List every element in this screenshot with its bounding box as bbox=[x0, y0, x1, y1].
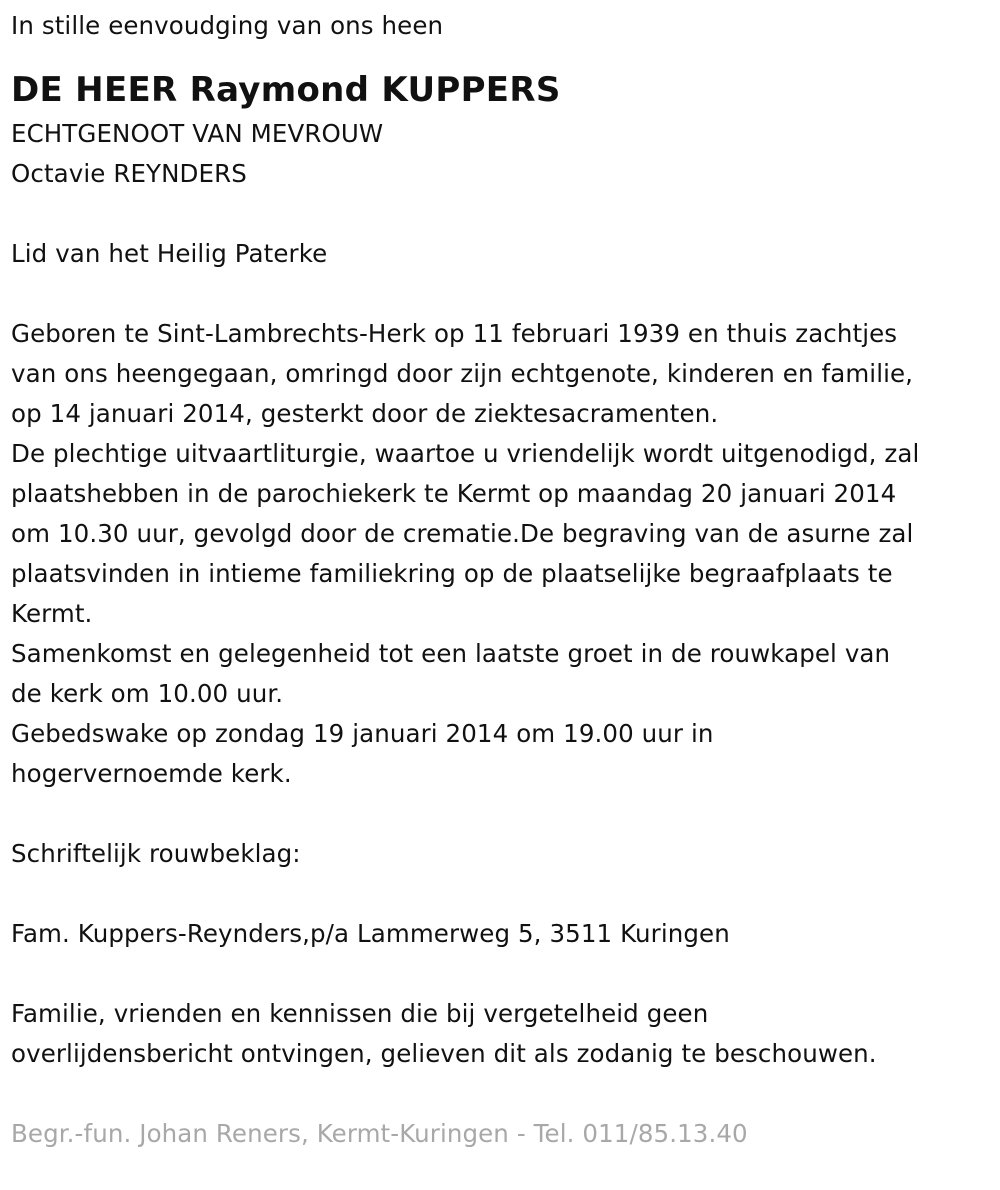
body-line: plaatsvinden in intieme familiekring op de plaatselijke begraafplaats te bbox=[11, 559, 893, 588]
spacer bbox=[11, 954, 990, 994]
closing-line: overlijdensbericht ontvingen, gelieven dit als zodanig te beschouwen. bbox=[11, 1039, 877, 1068]
notice-body bbox=[11, 314, 990, 794]
intro-text: In stille eenvoudging van ons heen bbox=[11, 11, 444, 40]
condolence-label: Schriftelijk rouwbeklag: bbox=[11, 839, 301, 868]
spacer bbox=[11, 874, 990, 914]
spacer bbox=[11, 1074, 990, 1114]
body-line: om 10.30 uur, gevolgd door de crematie.De begraving van de asurne zal bbox=[11, 519, 914, 548]
funeral-director-footer: Begr.-fun. Johan Reners, Kermt-Kuringen - Tel. 011/85.13.40 bbox=[11, 1119, 748, 1148]
deceased-name: DE HEER Raymond KUPPERS bbox=[11, 70, 561, 110]
spacer bbox=[11, 194, 990, 234]
body-line: Kermt. bbox=[11, 599, 93, 628]
condolence-address: Fam. Kuppers-Reynders,p/a Lammerweg 5, 3511 Kuringen bbox=[11, 919, 730, 948]
body-line: op 14 januari 2014, gesterkt door de ziektesacramenten. bbox=[11, 399, 719, 428]
body-line: Geboren te Sint-Lambrechts-Herk op 11 februari 1939 en thuis zachtjes bbox=[11, 319, 898, 348]
body-line: van ons heengegaan, omringd door zijn echtgenote, kinderen en familie, bbox=[11, 359, 914, 388]
spouse-name: Octavie REYNDERS bbox=[11, 159, 247, 188]
spacer bbox=[11, 274, 990, 314]
body-line: De plechtige uitvaartliturgie, waartoe u vriendelijk wordt uitgenodigd, zal bbox=[11, 439, 920, 468]
body-line: hogervernoemde kerk. bbox=[11, 759, 292, 788]
body-line: Samenkomst en gelegenheid tot een laatste groet in de rouwkapel van bbox=[11, 639, 891, 668]
closing-line: Familie, vrienden en kennissen die bij vergetelheid geen bbox=[11, 999, 709, 1028]
membership-text: Lid van het Heilig Paterke bbox=[11, 239, 328, 268]
body-line: de kerk om 10.00 uur. bbox=[11, 679, 284, 708]
spouse-title: ECHTGENOOT VAN MEVROUW bbox=[11, 119, 384, 148]
body-line: plaatshebben in de parochiekerk te Kermt op maandag 20 januari 2014 bbox=[11, 479, 897, 508]
body-line: Gebedswake op zondag 19 januari 2014 om 19.00 uur in bbox=[11, 719, 714, 748]
spacer bbox=[11, 794, 990, 834]
